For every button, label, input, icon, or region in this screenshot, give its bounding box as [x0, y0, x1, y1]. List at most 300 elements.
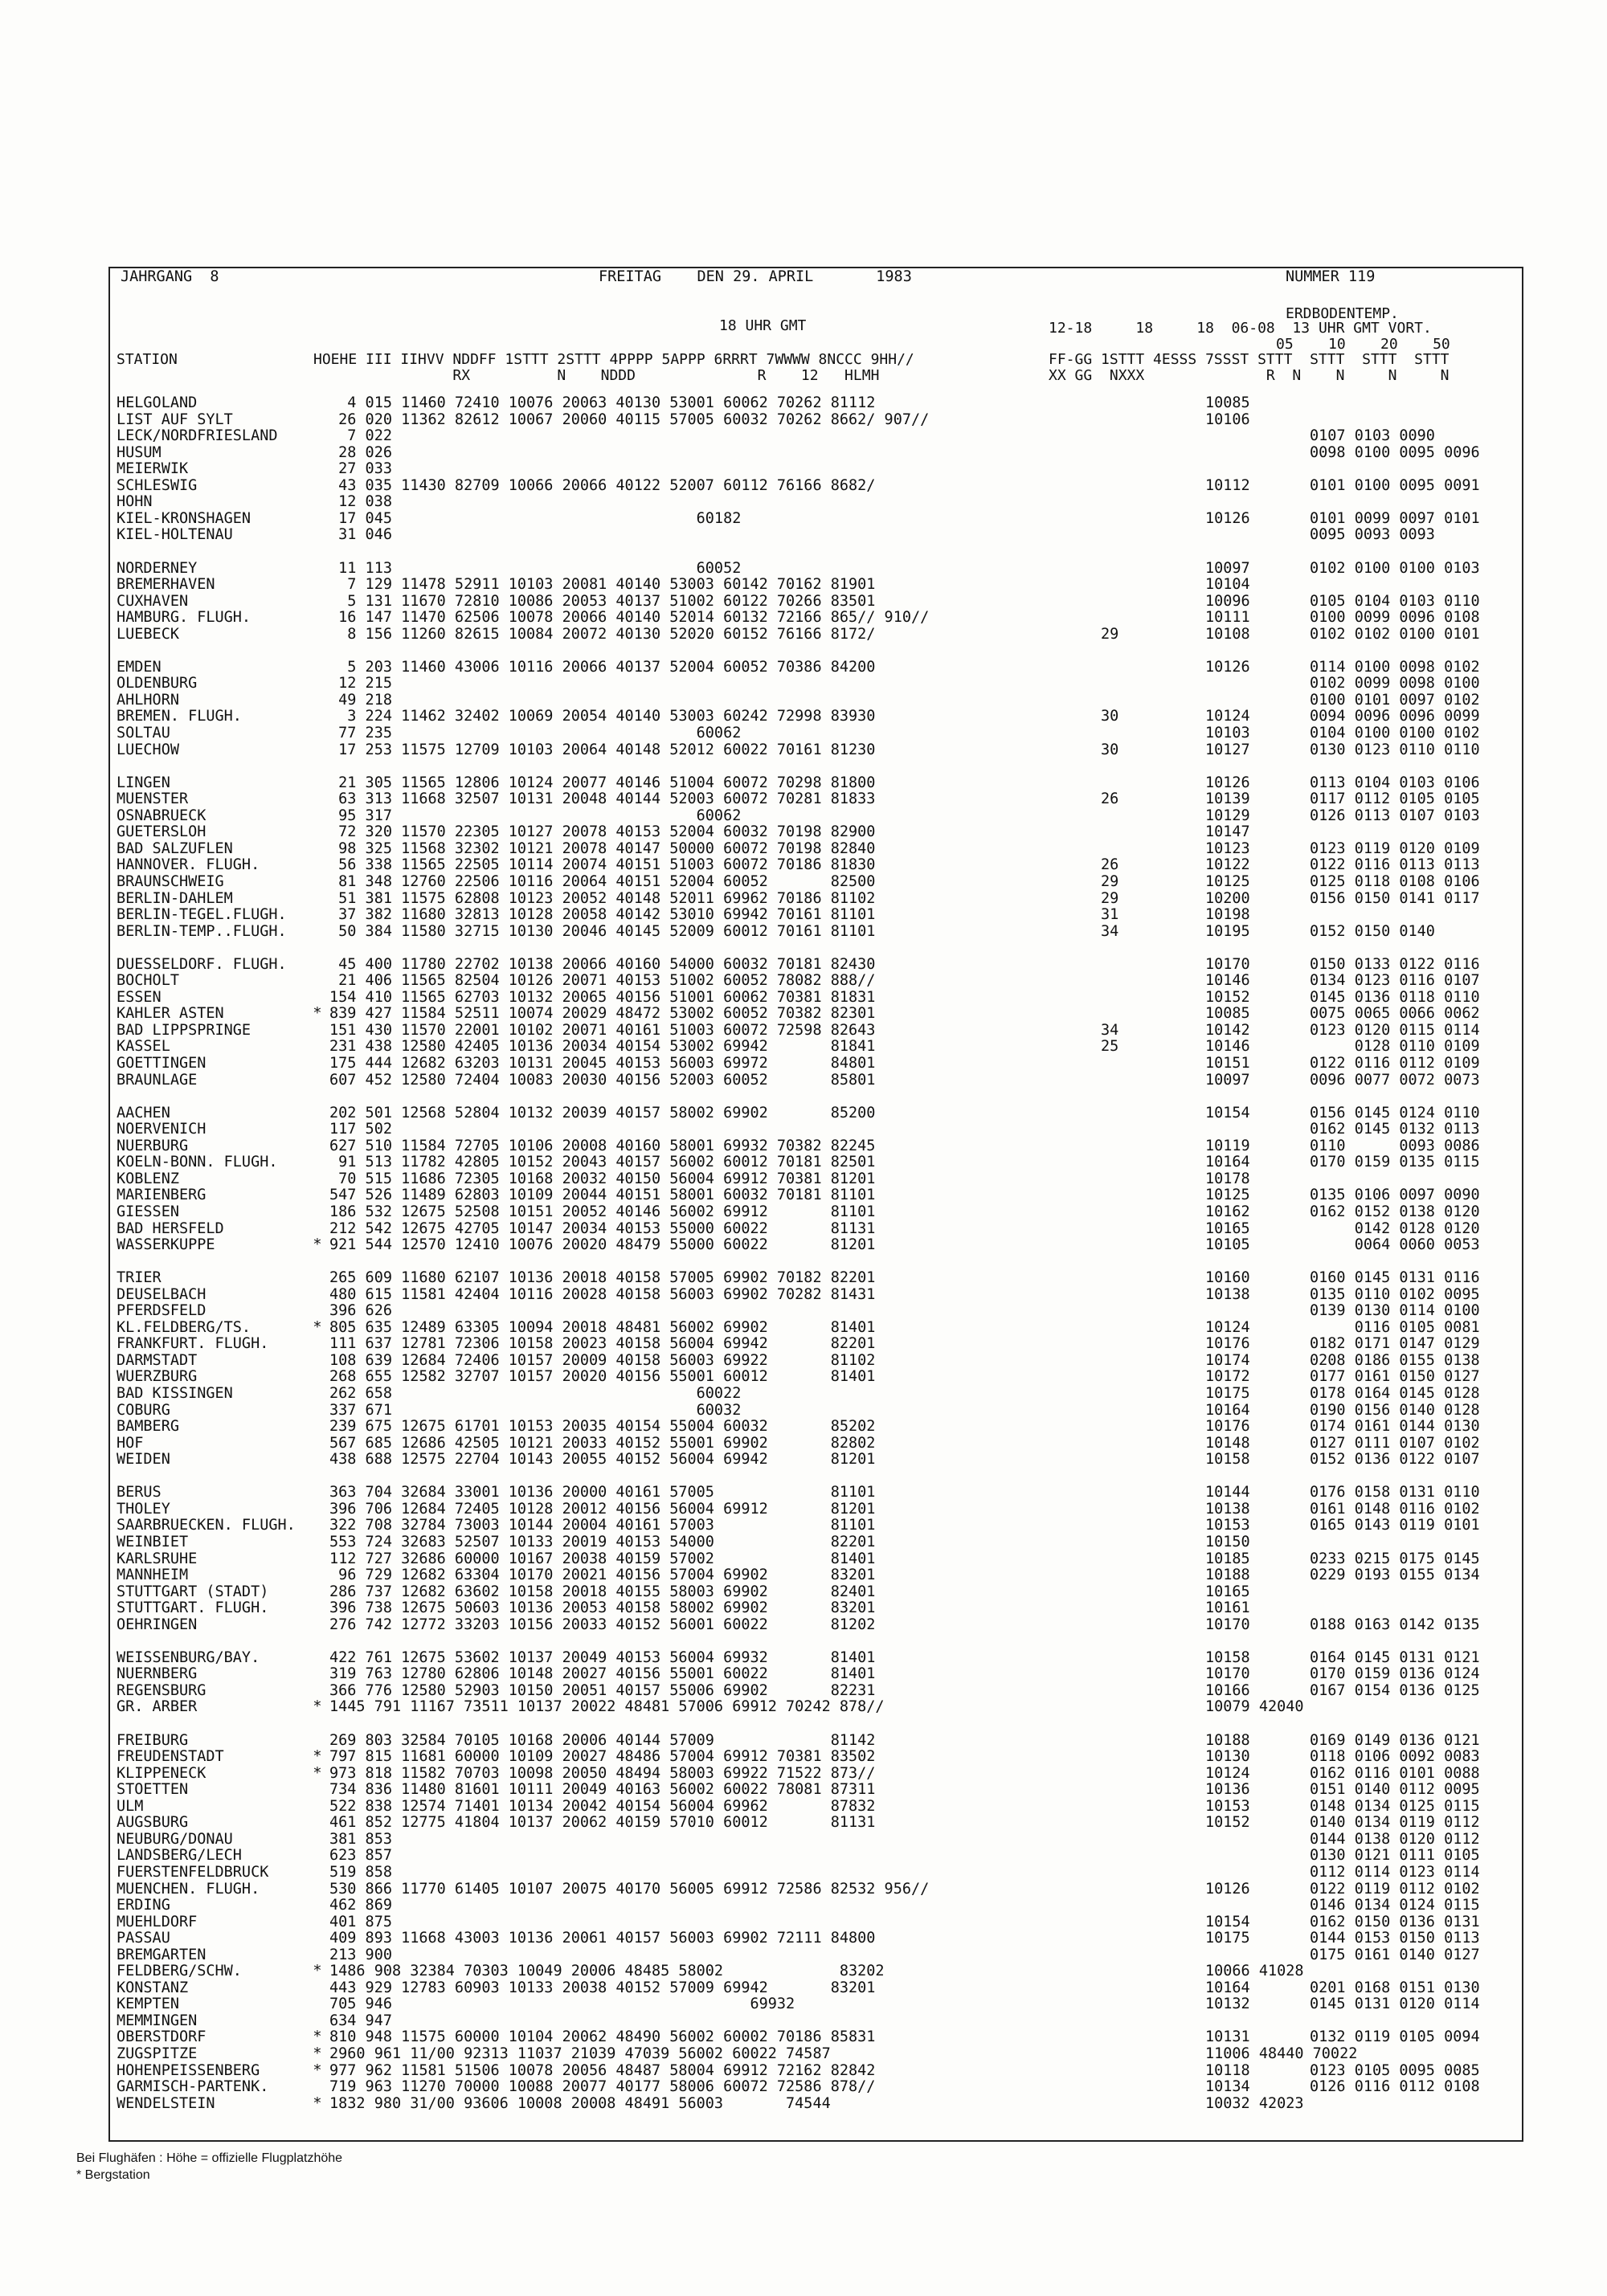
- soil-temperatures: 0100 0101 0097 0102: [1310, 691, 1480, 709]
- soil-temperatures: 0128 0110 0109: [1310, 1038, 1480, 1056]
- extreme-temp: 10124: [1205, 1318, 1250, 1336]
- table-row: [117, 1501, 1575, 1518]
- soil-temperatures: 0101 0100 0095 0091: [1310, 476, 1480, 494]
- depth-heading: 05 10 20 50: [1276, 336, 1450, 353]
- extreme-temp: 10154: [1205, 1104, 1250, 1121]
- extreme-temp: 10126: [1205, 774, 1250, 791]
- table-row: [117, 1072, 1575, 1089]
- table-row: [117, 2079, 1575, 2095]
- extreme-temp: 10126: [1205, 658, 1250, 676]
- station-name: ERDING: [117, 1897, 170, 1914]
- soil-temperatures: 0208 0186 0155 0138: [1310, 1351, 1480, 1369]
- table-row: [117, 511, 1575, 527]
- station-name: LINGEN: [117, 774, 170, 791]
- station-name: STUTTGART (STADT): [117, 1583, 269, 1600]
- station-name: GOETTINGEN: [117, 1055, 206, 1072]
- extreme-temp: 10146: [1205, 1038, 1250, 1056]
- soil-temperatures: 0165 0143 0119 0101: [1310, 1517, 1480, 1534]
- soil-temperatures: 0201 0168 0151 0130: [1310, 1979, 1480, 1996]
- soil-temperatures: 0175 0161 0140 0127: [1310, 1946, 1480, 1963]
- station-name: LANDSBERG/LECH: [117, 1847, 242, 1865]
- soil-temperatures: 0098 0100 0095 0096: [1310, 443, 1480, 461]
- table-row: [117, 1204, 1575, 1220]
- observation-codes: 797 815 11681 60000 10109 20027 48486 57004 69912 70381 83502: [329, 1748, 876, 1766]
- table-row: [117, 1089, 1575, 1105]
- soil-temperatures: 0160 0145 0131 0116: [1310, 1269, 1480, 1287]
- observation-codes: 1486 908 32384 70303 10049 20006 48485 58002 83202: [329, 1963, 885, 1980]
- table-row: [117, 676, 1575, 692]
- soil-temperatures: 0107 0103 0090: [1310, 427, 1435, 445]
- station-name: BRAUNSCHWEIG: [117, 872, 224, 890]
- observation-codes: 212 542 12675 42705 10147 20034 40153 55000 60022 81131: [329, 1219, 876, 1237]
- extreme-temp: 10142: [1205, 1021, 1250, 1039]
- station-name: MUENCHEN. FLUGH.: [117, 1880, 260, 1898]
- mountain-marker: *: [313, 1318, 322, 1336]
- soil-temperatures: 0174 0161 0144 0130: [1310, 1418, 1480, 1436]
- table-row: [117, 775, 1575, 791]
- table-row: [117, 1865, 1575, 1881]
- station-name: HOHN: [117, 493, 153, 511]
- table-row: [117, 1369, 1575, 1385]
- observation-codes: 401 875: [329, 1913, 392, 1930]
- table-row: [117, 1551, 1575, 1567]
- station-name: MANNHEIM: [117, 1567, 189, 1584]
- station-name: BREMGARTEN: [117, 1946, 206, 1963]
- station-name: BAD KISSINGEN: [117, 1385, 233, 1402]
- soil-temperatures: 0102 0100 0100 0103: [1310, 559, 1480, 577]
- extreme-temp: 10138: [1205, 1285, 1250, 1303]
- wind-gust: 29: [1101, 889, 1119, 907]
- observation-codes: 11 113 60052: [329, 559, 742, 577]
- station-name: LECK/NORDFRIESLAND: [117, 427, 278, 445]
- observation-codes: 154 410 11565 62703 10132 20065 40156 51001 60062 70381 81831: [329, 988, 876, 1006]
- extreme-temp: 10165: [1205, 1219, 1250, 1237]
- wind-gust: 29: [1101, 625, 1119, 643]
- station-name: AUGSBURG: [117, 1814, 189, 1832]
- soil-temperatures: 0144 0153 0150 0113: [1310, 1930, 1480, 1947]
- footnote-airports: Bei Flughäfen : Höhe = offizielle Flugplatzhöhe: [76, 2151, 343, 2165]
- station-name: TRIER: [117, 1269, 162, 1287]
- observation-codes: 5 203 11460 43006 10116 20066 40137 52004 60052 70386 84200: [329, 658, 876, 676]
- observation-codes: 26 020 11362 82612 10067 20060 40115 57005 60032 70262 8662/ 907//: [329, 411, 930, 428]
- table-row: [117, 1584, 1575, 1600]
- station-name: MUENSTER: [117, 791, 189, 808]
- observation-codes: 422 761 12675 53602 10137 20049 40153 56004 69932 81401: [329, 1648, 876, 1666]
- soil-temperatures: 0150 0133 0122 0116: [1310, 955, 1480, 973]
- extreme-temp: 10136: [1205, 1781, 1250, 1799]
- table-row: [117, 594, 1575, 610]
- extreme-temp: 10144: [1205, 1484, 1250, 1501]
- extreme-temp: 10175: [1205, 1385, 1250, 1402]
- observation-codes: 213 900: [329, 1946, 392, 1963]
- soil-temperatures: 0169 0149 0136 0121: [1310, 1731, 1480, 1749]
- soil-temperatures: 0126 0113 0107 0103: [1310, 807, 1480, 824]
- table-row: [117, 445, 1575, 461]
- table-row: [117, 1419, 1575, 1435]
- observation-codes: 231 438 12580 42405 10136 20034 40154 53002 69942 81841: [329, 1038, 876, 1056]
- observation-codes: 719 963 11270 70000 10088 20077 40177 58006 60072 72586 878//: [329, 2078, 876, 2096]
- table-row: [117, 1336, 1575, 1352]
- extreme-temp: 10104: [1205, 576, 1250, 594]
- observation-codes: 607 452 12580 72404 10083 20030 40156 52003 60052 85801: [329, 1071, 876, 1089]
- table-row: [117, 527, 1575, 543]
- soil-temperatures: 0144 0138 0120 0112: [1310, 1830, 1480, 1848]
- station-name: MUEHLDORF: [117, 1913, 198, 1930]
- soil-temperatures: 0140 0134 0119 0112: [1310, 1814, 1480, 1832]
- observation-codes: 7 022: [329, 427, 392, 445]
- code-heading-2: RX N NDDD R 12 HLMH: [313, 367, 880, 384]
- station-name: WENDELSTEIN: [117, 2094, 215, 2112]
- station-name: GIESSEN: [117, 1203, 179, 1220]
- extreme-temp: 10185: [1205, 1550, 1250, 1567]
- table-row: [117, 1716, 1575, 1732]
- station-heading: STATION: [117, 351, 178, 368]
- observation-codes: 43 035 11430 82709 10066 20066 40122 52007 60112 76166 8682/: [329, 476, 876, 494]
- observation-codes: 49 218: [329, 691, 392, 709]
- observation-codes: 805 635 12489 63305 10094 20018 48481 56002 69902 81401: [329, 1318, 876, 1336]
- soil-temperatures: 0104 0100 0100 0102: [1310, 725, 1480, 742]
- station-name: OEHRINGEN: [117, 1616, 198, 1633]
- table-row: [117, 2029, 1575, 2045]
- code-heading: HOEHE III IIHVV NDDFF 1STTT 2STTT 4PPPP 5APPP 6RRRT 7WWWW 8NCCC 9HH//: [313, 351, 914, 368]
- table-row: [117, 1898, 1575, 1914]
- table-row: [117, 2063, 1575, 2079]
- station-name: COBURG: [117, 1401, 170, 1419]
- table-row: [117, 1121, 1575, 1138]
- table-row: [117, 709, 1575, 725]
- table-row: [117, 1138, 1575, 1154]
- table-row: [117, 1187, 1575, 1203]
- soil-temperatures: 0152 0150 0140: [1310, 922, 1435, 940]
- observation-codes: 98 325 11568 32302 10121 20078 40147 50000 60072 70198 82840: [329, 840, 876, 857]
- soil-temperatures: 0116 0105 0081: [1310, 1318, 1480, 1336]
- extreme-temp: 10112: [1205, 476, 1250, 494]
- extreme-temp: 10097: [1205, 1071, 1250, 1089]
- extreme-temp: 10160: [1205, 1269, 1250, 1287]
- station-name: HANNOVER. FLUGH.: [117, 856, 260, 874]
- extreme-temp: 10151: [1205, 1055, 1250, 1072]
- extreme-temp: 10174: [1205, 1351, 1250, 1369]
- soil-temperatures: 0132 0119 0105 0094: [1310, 2028, 1480, 2046]
- extreme-temp: 10079 42040: [1205, 1698, 1304, 1716]
- table-row: [117, 1617, 1575, 1633]
- observation-codes: 17 045 60182: [329, 509, 742, 527]
- observation-codes: 363 704 32684 33001 10136 20000 40161 57005 81101: [329, 1484, 876, 1501]
- soil-temperatures: 0135 0106 0097 0090: [1310, 1187, 1480, 1204]
- observation-codes: 396 626: [329, 1302, 392, 1320]
- table-row: [117, 1320, 1575, 1336]
- station-name: DUESSELDORF. FLUGH.: [117, 955, 287, 973]
- wind-gust: 29: [1101, 872, 1119, 890]
- station-name: GR. ARBER: [117, 1698, 198, 1716]
- soil-temperatures: 0118 0106 0092 0083: [1310, 1748, 1480, 1766]
- mountain-marker: *: [313, 2061, 322, 2079]
- soil-temperatures: 0122 0119 0112 0102: [1310, 1880, 1480, 1898]
- observation-codes: 973 818 11582 70703 10098 20050 48494 58003 69922 71522 873//: [329, 1764, 876, 1782]
- soil-temperatures: 0146 0134 0124 0115: [1310, 1897, 1480, 1914]
- table-row: [117, 1221, 1575, 1237]
- observation-codes: 265 609 11680 62107 10136 20018 40158 57005 69902 70182 82201: [329, 1269, 876, 1287]
- station-name: BAD SALZUFLEN: [117, 840, 233, 857]
- soil-temperatures: 0130 0121 0111 0105: [1310, 1847, 1480, 1865]
- observation-codes: 16 147 11470 62506 10078 20066 40140 52014 60132 72166 865// 910//: [329, 609, 930, 627]
- soil-temperatures: 0151 0140 0112 0095: [1310, 1781, 1480, 1799]
- table-row: [117, 874, 1575, 890]
- extreme-temp: 11006 48440 70022: [1205, 2045, 1358, 2062]
- observation-codes: 51 381 11575 62808 10123 20052 40148 52011 69962 70186 81102: [329, 889, 876, 907]
- extreme-temp: 10200: [1205, 889, 1250, 907]
- station-name: LUECHOW: [117, 741, 179, 758]
- wind-gust: 30: [1101, 708, 1119, 725]
- soil-temperatures: 0123 0120 0115 0114: [1310, 1021, 1480, 1039]
- soil-temperatures: 0170 0159 0136 0124: [1310, 1665, 1480, 1683]
- observation-codes: 269 803 32584 70105 10168 20006 40144 57009 81142: [329, 1731, 876, 1749]
- soil-temperatures: 0145 0136 0118 0110: [1310, 988, 1480, 1006]
- table-row: [117, 692, 1575, 709]
- table-row: [117, 561, 1575, 577]
- table-row: [117, 1600, 1575, 1616]
- observation-codes: 547 526 11489 62803 10109 20044 40151 58001 60032 70181 81101: [329, 1187, 876, 1204]
- station-name: KOELN-BONN. FLUGH.: [117, 1154, 278, 1171]
- observation-codes: 21 406 11565 82504 10126 20071 40153 51002 60052 78082 888//: [329, 972, 876, 990]
- extreme-temp: 10085: [1205, 1005, 1250, 1023]
- table-row: [117, 1171, 1575, 1187]
- station-name: PFERDSFELD: [117, 1302, 206, 1320]
- soil-temperatures: 0122 0116 0113 0113: [1310, 856, 1480, 874]
- observation-codes: 810 948 11575 60000 10104 20062 48490 56002 60002 70186 85831: [329, 2028, 876, 2046]
- observation-codes: 70 515 11686 72305 10168 20032 40150 56004 69912 70381 81201: [329, 1170, 876, 1187]
- jahrgang-label: JAHRGANG 8: [121, 268, 219, 285]
- table-row: [117, 412, 1575, 428]
- observation-codes: 21 305 11565 12806 10124 20077 40146 51004 60072 70298 81800: [329, 774, 876, 791]
- soil-temperatures: 0112 0114 0123 0114: [1310, 1863, 1480, 1881]
- station-name: LIST AUF SYLT: [117, 411, 233, 428]
- soil-temperatures: 0182 0171 0147 0129: [1310, 1335, 1480, 1353]
- soil-temperatures: 0142 0128 0120: [1310, 1219, 1480, 1237]
- station-name: KONSTANZ: [117, 1979, 189, 1996]
- table-row: [117, 1848, 1575, 1864]
- observation-codes: 462 869: [329, 1897, 392, 1914]
- station-name: LUEBECK: [117, 625, 179, 643]
- wind-gust: 34: [1101, 1021, 1119, 1039]
- station-name: BERLIN-TEGEL.FLUGH.: [117, 906, 287, 924]
- extreme-temp: 10154: [1205, 1913, 1250, 1930]
- wind-gust: 34: [1101, 922, 1119, 940]
- extreme-temp: 10176: [1205, 1418, 1250, 1436]
- table-row: [117, 428, 1575, 444]
- observation-codes: 239 675 12675 61701 10153 20035 40154 55004 60032 85202: [329, 1418, 876, 1436]
- table-row: [117, 1485, 1575, 1501]
- extreme-temp: 10032 42023: [1205, 2094, 1304, 2112]
- observation-codes: 839 427 11584 52511 10074 20029 48472 53002 60052 70382 82301: [329, 1005, 876, 1023]
- table-row: [117, 1386, 1575, 1402]
- observation-codes: 322 708 32784 73003 10144 20004 40161 57003 81101: [329, 1517, 876, 1534]
- station-name: MEMMINGEN: [117, 2012, 198, 2029]
- observation-codes: 4 015 11460 72410 10076 20063 40130 53001 60062 70262 81112: [329, 394, 876, 411]
- extreme-temp: 10158: [1205, 1451, 1250, 1469]
- extreme-temp: 10188: [1205, 1567, 1250, 1584]
- observation-codes: 12 215: [329, 675, 392, 692]
- soil-temperatures: 0148 0134 0125 0115: [1310, 1797, 1480, 1815]
- soil-temperatures: 0178 0164 0145 0128: [1310, 1385, 1480, 1402]
- observation-codes: 396 706 12684 72405 10128 20012 40156 56004 69912 81201: [329, 1500, 876, 1518]
- table-row: [117, 1006, 1575, 1022]
- table-row: [117, 1039, 1575, 1055]
- soil-temperatures: 0190 0156 0140 0128: [1310, 1401, 1480, 1419]
- soil-temperatures: 0126 0116 0112 0108: [1310, 2078, 1480, 2096]
- right-heading: FF-GG 1STTT 4ESSS 7SSST STTT STTT STTT STTT: [1049, 351, 1450, 368]
- table-row: [117, 1254, 1575, 1270]
- station-name: KIEL-KRONSHAGEN: [117, 509, 251, 527]
- station-name: WASSERKUPPE: [117, 1236, 215, 1254]
- observation-codes: 17 253 11575 12709 10103 20064 40148 52012 60022 70161 81230: [329, 741, 876, 758]
- table-row: [117, 478, 1575, 494]
- station-name: DARMSTADT: [117, 1351, 198, 1369]
- station-name: FREUDENSTADT: [117, 1748, 224, 1766]
- extreme-temp: 10138: [1205, 1500, 1250, 1518]
- soil-temperatures: 0102 0099 0098 0100: [1310, 675, 1480, 692]
- soil-temperatures: 0139 0130 0114 0100: [1310, 1302, 1480, 1320]
- extreme-temp: 10166: [1205, 1681, 1250, 1699]
- extreme-temp: 10130: [1205, 1748, 1250, 1766]
- station-name: ESSEN: [117, 988, 162, 1006]
- station-name: HAMBURG. FLUGH.: [117, 609, 251, 627]
- soil-temperatures: 0122 0116 0112 0109: [1310, 1055, 1480, 1072]
- station-name: BREMEN. FLUGH.: [117, 708, 242, 725]
- table-row: [117, 627, 1575, 643]
- observation-codes: 627 510 11584 72705 10106 20008 40160 58001 69932 70382 82245: [329, 1137, 876, 1154]
- station-name: KIEL-HOLTENAU: [117, 526, 233, 544]
- observation-codes: 567 685 12686 42505 10121 20033 40152 55001 69902 82802: [329, 1434, 876, 1452]
- observation-codes: 519 858: [329, 1863, 392, 1881]
- soil-temperatures: 0123 0105 0095 0085: [1310, 2061, 1480, 2079]
- extreme-temp: 10170: [1205, 955, 1250, 973]
- station-name: SCHLESWIG: [117, 476, 198, 494]
- soil-temperatures: 0162 0150 0136 0131: [1310, 1913, 1480, 1930]
- observation-codes: 50 384 11580 32715 10130 20046 40145 52009 60012 70161 81101: [329, 922, 876, 940]
- observation-codes: 623 857: [329, 1847, 392, 1865]
- table-row: [117, 1996, 1575, 2012]
- table-row: [117, 891, 1575, 907]
- table-row: [117, 857, 1575, 873]
- extreme-temp: 10139: [1205, 791, 1250, 808]
- extreme-temp: 10153: [1205, 1797, 1250, 1815]
- date-label: FREITAG DEN 29. APRIL 1983: [599, 268, 912, 285]
- station-name: REGENSBURG: [117, 1681, 206, 1699]
- table-row: [117, 1303, 1575, 1319]
- footnote-mountain: * Bergstation: [76, 2168, 150, 2182]
- soil-temperatures: 0100 0099 0096 0108: [1310, 609, 1480, 627]
- soil-temperatures: 0096 0077 0072 0073: [1310, 1071, 1480, 1089]
- station-name: BAMBERG: [117, 1418, 179, 1436]
- extreme-temp: 10188: [1205, 1731, 1250, 1749]
- station-name: GUETERSLOH: [117, 823, 206, 841]
- table-row: [117, 742, 1575, 758]
- extreme-temp: 10085: [1205, 394, 1250, 411]
- observation-codes: 480 615 11581 42404 10116 20028 40158 56003 69902 70282 81431: [329, 1285, 876, 1303]
- extreme-temp: 10105: [1205, 1236, 1250, 1254]
- extreme-temp: 10148: [1205, 1434, 1250, 1452]
- station-name: MARIENBERG: [117, 1187, 206, 1204]
- observation-codes: 37 382 11680 32813 10128 20058 40142 53010 69942 70161 81101: [329, 906, 876, 924]
- observation-codes: 151 430 11570 22001 10102 20071 40161 51003 60072 72598 82643: [329, 1021, 876, 1039]
- observation-codes: 8 156 11260 82615 10084 20072 40130 52020 60152 76166 8172/: [329, 625, 876, 643]
- observation-codes: 56 338 11565 22505 10114 20074 40151 51003 60072 70186 81830: [329, 856, 876, 874]
- extreme-temp: 10103: [1205, 725, 1250, 742]
- soil-temperatures: 0110 0093 0086: [1310, 1137, 1480, 1154]
- observation-codes: 27 033: [329, 460, 392, 478]
- soil-temperatures: 0105 0104 0103 0110: [1310, 592, 1480, 610]
- extreme-temp: 10108: [1205, 625, 1250, 643]
- station-name: BOCHOLT: [117, 972, 179, 990]
- station-name: HUSUM: [117, 443, 162, 461]
- extreme-temp: 10106: [1205, 411, 1250, 428]
- table-row: [117, 1567, 1575, 1583]
- station-name: KARLSRUHE: [117, 1550, 198, 1567]
- soil-temperatures: 0114 0100 0098 0102: [1310, 658, 1480, 676]
- extreme-temp: 10146: [1205, 972, 1250, 990]
- extreme-temp: 10162: [1205, 1203, 1250, 1220]
- station-name: ULM: [117, 1797, 144, 1815]
- observation-codes: 921 544 12570 12410 10076 20020 48479 55000 60022 81201: [329, 1236, 876, 1254]
- station-name: AACHEN: [117, 1104, 170, 1121]
- station-name: OBERSTDORF: [117, 2028, 206, 2046]
- mountain-marker: *: [313, 2045, 322, 2062]
- observation-codes: 202 501 12568 52804 10132 20039 40157 58002 69902 85200: [329, 1104, 876, 1121]
- table-row: [117, 907, 1575, 923]
- observation-codes: 337 671 60032: [329, 1401, 742, 1419]
- wind-gust: 30: [1101, 741, 1119, 758]
- extreme-temp: 10122: [1205, 856, 1250, 874]
- observation-codes: 12 038: [329, 493, 392, 511]
- table-row: [117, 841, 1575, 857]
- soil-temperatures: 0094 0096 0096 0099: [1310, 708, 1480, 725]
- station-name: NORDERNEY: [117, 559, 198, 577]
- soil-temperatures: 0176 0158 0131 0110: [1310, 1484, 1480, 1501]
- table-row: [117, 1733, 1575, 1749]
- observation-codes: 63 313 11668 32507 10131 20048 40144 52003 60072 70281 81833: [329, 791, 876, 808]
- station-name: KLIPPENECK: [117, 1764, 206, 1782]
- table-row: [117, 940, 1575, 956]
- extreme-temp: 10170: [1205, 1665, 1250, 1683]
- table-row: [117, 1154, 1575, 1170]
- observation-codes: 268 655 12582 32707 10157 20020 40156 55001 60012 81401: [329, 1368, 876, 1386]
- mountain-marker: *: [313, 1963, 322, 1980]
- table-row: [117, 990, 1575, 1006]
- soil-temperatures: 0177 0161 0150 0127: [1310, 1368, 1480, 1386]
- extreme-temp: 10126: [1205, 1880, 1250, 1898]
- table-row: [117, 660, 1575, 676]
- table-row: [117, 1683, 1575, 1699]
- station-name: NOERVENICH: [117, 1121, 206, 1138]
- observation-codes: 286 737 12682 63602 10158 20018 40155 58003 69902 82401: [329, 1583, 876, 1600]
- mountain-marker: *: [313, 1005, 322, 1023]
- extreme-temp: 10118: [1205, 2061, 1250, 2079]
- table-row: [117, 1056, 1575, 1072]
- table-row: [117, 973, 1575, 989]
- table-row: [117, 1799, 1575, 1815]
- observation-codes: 381 853: [329, 1830, 392, 1848]
- table-row: [117, 758, 1575, 774]
- extreme-temp: 10124: [1205, 708, 1250, 725]
- observation-codes: 175 444 12682 63203 10131 20045 40153 56003 69972 84801: [329, 1055, 876, 1072]
- observation-codes: 96 729 12682 63304 10170 20021 40156 57004 69902 83201: [329, 1567, 876, 1584]
- station-name: HELGOLAND: [117, 394, 198, 411]
- observation-codes: 409 893 11668 43003 10136 20061 40157 56003 69902 72111 84800: [329, 1930, 876, 1947]
- table-row: [117, 1930, 1575, 1947]
- mountain-marker: *: [313, 1236, 322, 1254]
- table-row: [117, 494, 1575, 510]
